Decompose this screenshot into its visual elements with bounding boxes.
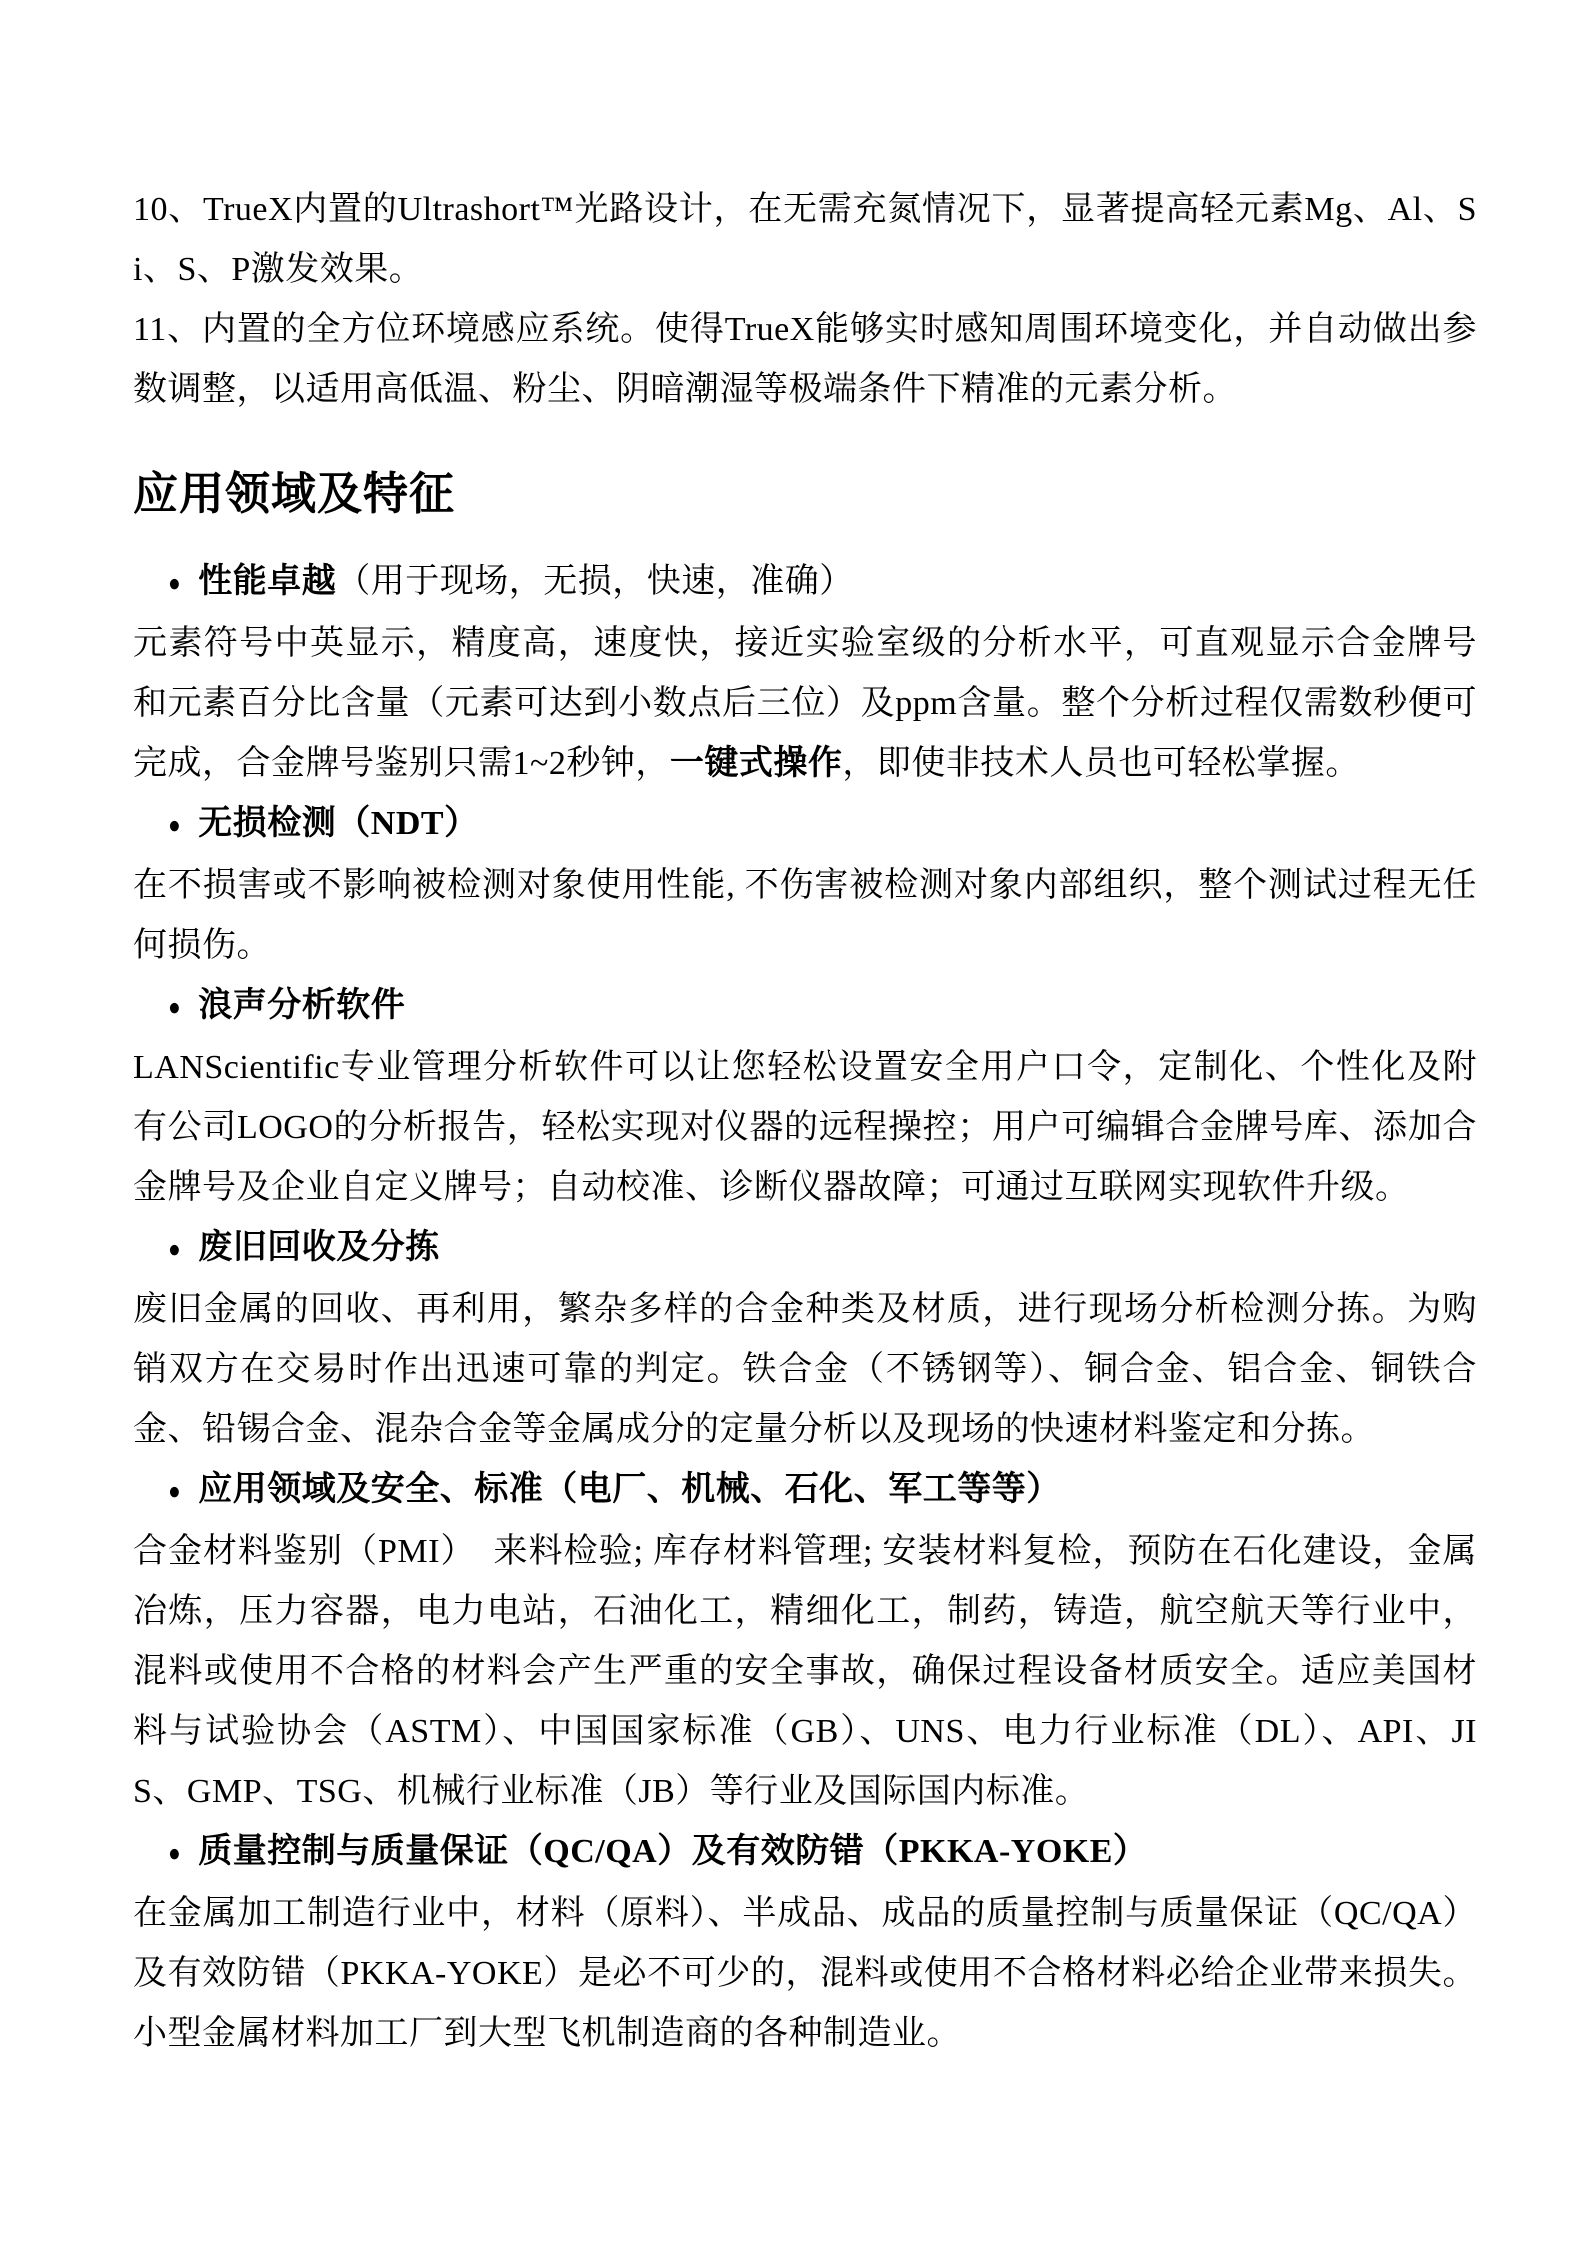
bold-text-segment: 应用领域及安全、标准（电厂、机械、石化、军工等等） bbox=[198, 1471, 1061, 1508]
bullet-heading bbox=[133, 794, 1477, 856]
text-segment: 11、内置的全方位环境感应系统。使得TrueX能够实时感知周围环境变化，并自动做出参数调整，以适用高低温、粉尘、阴暗潮湿等极端条件下精准的元素分析。 bbox=[133, 311, 1477, 408]
feature-section bbox=[133, 1218, 1477, 1460]
section-body bbox=[133, 1280, 1477, 1460]
feature-section bbox=[133, 976, 1477, 1218]
text-segment: （用于现场，无损，快速，准确） bbox=[336, 563, 854, 600]
intro-paragraphs bbox=[133, 180, 1477, 420]
bullet-heading bbox=[133, 1460, 1477, 1522]
text-segment: 在金属加工制造行业中，材料（原料）、半成品、成品的质量控制与质量保证（QC/QA）及有效防错（PKKA-YOKE）是必不可少的，混料或使用不合格材料必给企业带来损失。小型金属材料加工厂到大型飞机制造商的各种制造业。 bbox=[133, 1895, 1477, 2052]
bold-text-segment: 质量控制与质量保证（QC/QA）及有效防错（PKKA-YOKE） bbox=[198, 1833, 1148, 1870]
bullet-icon: ● bbox=[168, 1840, 182, 1867]
feature-section bbox=[133, 1822, 1477, 2064]
bullet-icon: ● bbox=[168, 1236, 182, 1263]
intro-paragraph bbox=[133, 180, 1477, 300]
bullet-icon: ● bbox=[168, 1478, 182, 1505]
text-segment: 合金材料鉴别（PMI） 来料检验; 库存材料管理; 安装材料复检，预防在石化建设，金属冶炼，压力容器，电力电站，石油化工，精细化工，制药，铸造，航空航天等行业中，混料或使用不合格的材料会产生严重的安全事故，确保过程设备材质安全。适应美国材料与试验协会（ASTM）、中国国家标准（GB）、UNS、电力行业标准（DL）、API、JIS、GMP、TSG、机械行业标准（JB）等行业及国际国内标准。 bbox=[133, 1533, 1477, 1810]
section-body bbox=[133, 856, 1477, 976]
bullet-icon: ● bbox=[168, 994, 182, 1021]
text-segment: 在不损害或不影响被检测对象使用性能, 不伤害被检测对象内部组织，整个测试过程无任何损伤。 bbox=[133, 867, 1477, 964]
section-body bbox=[133, 1038, 1477, 1218]
bullet-heading bbox=[133, 1218, 1477, 1280]
bullet-heading bbox=[133, 976, 1477, 1038]
section-body bbox=[133, 614, 1477, 794]
bold-text-segment: 一键式操作 bbox=[669, 745, 843, 782]
section-body bbox=[133, 1884, 1477, 2064]
section-title: 应用领域及特征 bbox=[133, 469, 456, 519]
bold-text-segment: 无损检测（NDT） bbox=[198, 805, 479, 842]
bullet-heading bbox=[133, 1822, 1477, 1884]
bullet-icon: ● bbox=[168, 570, 182, 597]
bullet-icon: ● bbox=[168, 812, 182, 839]
text-segment: 10、TrueX内置的Ultrashort™光路设计，在无需充氮情况下，显著提高轻元素Mg、Al、Si、S、P激发效果。 bbox=[133, 191, 1477, 288]
bold-text-segment: 浪声分析软件 bbox=[198, 987, 406, 1024]
feature-section bbox=[133, 794, 1477, 976]
text-segment: 废旧金属的回收、再利用，繁杂多样的合金种类及材质，进行现场分析检测分拣。为购销双方在交易时作出迅速可靠的判定。铁合金（不锈钢等）、铜合金、铝合金、铜铁合金、铅锡合金、混杂合金等金属成分的定量分析以及现场的快速材料鉴定和分拣。 bbox=[133, 1291, 1477, 1448]
intro-paragraph bbox=[133, 300, 1477, 420]
feature-sections bbox=[133, 552, 1477, 2064]
bold-text-segment: 废旧回收及分拣 bbox=[198, 1229, 440, 1266]
feature-section bbox=[133, 552, 1477, 794]
bullet-heading bbox=[133, 552, 1477, 614]
text-segment: ，即使非技术人员也可轻松掌握。 bbox=[842, 745, 1360, 782]
text-segment: LANScientific专业管理分析软件可以让您轻松设置安全用户口令，定制化、个性化及附有公司LOGO的分析报告，轻松实现对仪器的远程操控；用户可编辑合金牌号库、添加合金牌号及企业自定义牌号；自动校准、诊断仪器故障；可通过互联网实现软件升级。 bbox=[133, 1049, 1477, 1206]
text-segment: 元素符号中英显示，精度高，速度快，接近实验室级的分析水平，可直观显示合金牌号和元素百分比含量（元素可达到小数点后三位）及ppm含量。整个分析过程仅需数秒便可完成，合金牌号鉴别只需1~2秒钟， bbox=[133, 625, 1477, 782]
feature-section bbox=[133, 1460, 1477, 1822]
bold-text-segment: 性能卓越 bbox=[198, 563, 337, 600]
section-body bbox=[133, 1522, 1477, 1822]
